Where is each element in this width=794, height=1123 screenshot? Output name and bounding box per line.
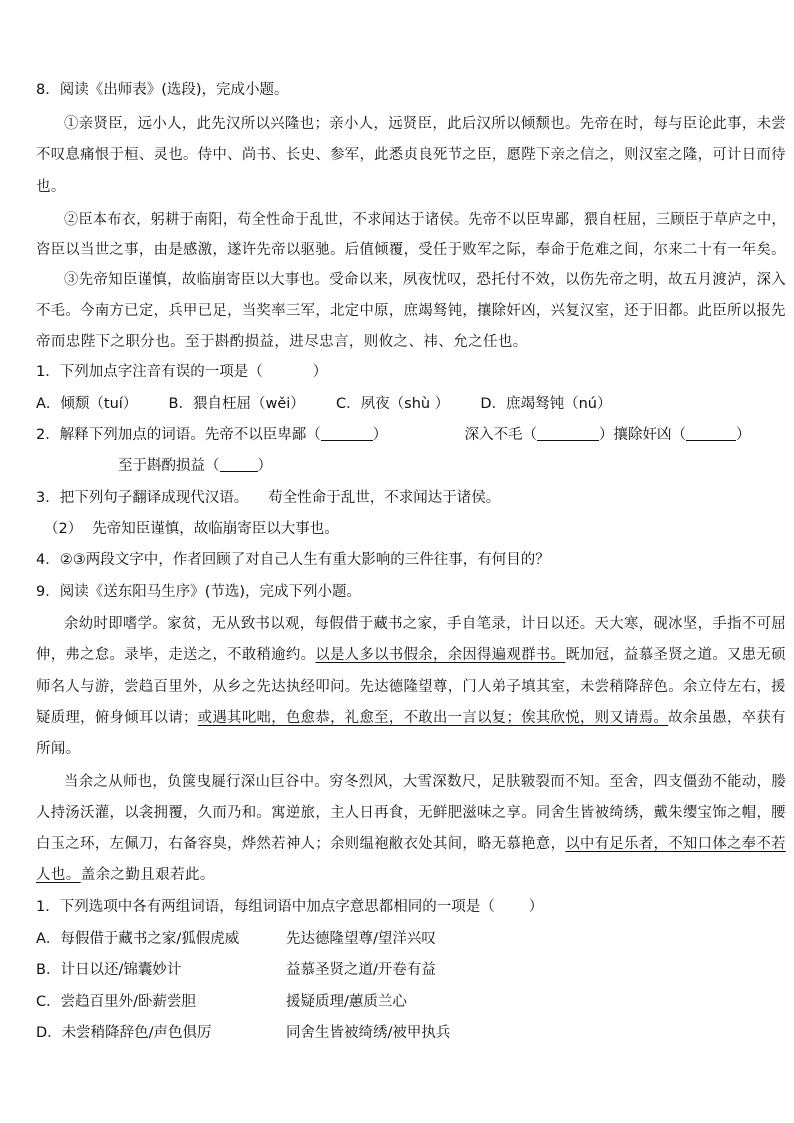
close-paren: ） — [372, 427, 388, 443]
close-paren: ） — [257, 458, 272, 474]
q9-q1-stem — [36, 897, 543, 917]
text-span: 伸，弗之怠。录毕，走送之，不敢稍逾约。 — [36, 647, 316, 663]
q9-q1-option-b-left: B．计日以还/锦囊妙计 — [36, 962, 182, 978]
q8-q2-line2 — [118, 456, 272, 476]
text-span: 既加冠，益慕圣贤之道。又患无硕 — [565, 647, 786, 663]
q9-p1-line2 — [36, 645, 786, 665]
q8-p1-line3: 也。 — [36, 179, 66, 195]
q9-q1-option-a-right: 先达德隆望尊/望洋兴叹 — [286, 931, 436, 947]
q8-q1-stem-close: ） — [312, 364, 328, 380]
q8-q3-line2 — [44, 519, 339, 539]
q9-p1-line1: 余幼时即嗜学。家贫，无从致书以观，每假借于藏书之家，手自笔录，计日以还。天大寒，砚冰坚，手指不可屈 — [64, 616, 787, 632]
answer-blank[interactable] — [686, 426, 736, 441]
close-paren: ） — [735, 427, 751, 443]
q8-q3-sentence1: 苟全性命于乱世，不求闻达于诸侯。 — [268, 490, 501, 506]
option-b: B．猥自枉屈（wěi） — [168, 396, 305, 412]
q8-q3-sentence2: 先帝知臣谨慎，故临崩寄臣以大事也。 — [92, 521, 339, 537]
q9-q1-option-a-left: A．每假借于藏书之家/狐假虎威 — [36, 931, 240, 947]
q8-q3-line1 — [36, 488, 500, 508]
answer-blank[interactable] — [537, 426, 599, 441]
text-span: 故余虽愚，卒获有 — [668, 710, 786, 726]
underlined-sentence: 以是人多以书假余，余因得遍观群书。 — [315, 647, 566, 663]
option-a: A．倾颓（tuí） — [36, 396, 138, 412]
q9-p1-line5: 所闻。 — [36, 741, 81, 757]
q9-p1-line4 — [36, 708, 786, 728]
q9-p2-line1: 当余之从师也，负箧曳屣行深山巨谷中。穷冬烈风，大雪深数尺，足肤皲裂而不知。至舍，四支僵劲不能动，媵 — [64, 774, 787, 790]
q9-p2-line3 — [36, 834, 786, 854]
q9-q1-option-d-right: 同舍生皆被绮绣/被甲执兵 — [286, 1025, 451, 1041]
q9-p2-line4 — [36, 865, 215, 885]
q9-q1-stem-close: ） — [528, 899, 544, 915]
q8-q1-stem-text: 1．下列加点字注音有误的一项是（ — [36, 364, 263, 380]
answer-blank[interactable] — [220, 457, 258, 472]
q8-p3-line1: ③先帝知臣谨慎，故临崩寄臣以大事也。受命以来，夙夜忧叹，恐托付不效，以伤先帝之明，故五月渡泸，深入 — [64, 272, 787, 288]
q8-q2-term3: 攘除奸凶（ — [613, 427, 686, 443]
q8-q3-stem: 3．把下列句子翻译成现代汉语。 — [36, 490, 249, 506]
q8-q1-stem — [36, 362, 327, 382]
option-c: C．夙夜（shù ） — [336, 396, 450, 412]
q8-p2-line2: 咨臣以当世之事，由是感激，遂许先帝以驱驰。后值倾覆，受任于败军之际，奉命于危难之间，尔来二十有一年矣。 — [36, 242, 786, 258]
underlined-sentence: 以中有足乐者，不知口体之奉不若 — [565, 836, 786, 852]
q9-q1-stem-text: 1．下列选项中各有两组词语，每组词语中加点字意思都相同的一项是（ — [36, 899, 495, 915]
q8-q2-line1 — [36, 425, 750, 445]
q9-p1-line3: 师名人与游，尝趋百里外，从乡之先达执经叩问。先达德隆望尊，门人弟子填其室，未尝稍降辞色。余立侍左右，援 — [36, 679, 786, 695]
q8-q2-stem: 2．解释下列加点的词语。先帝不以臣卑鄙（ — [36, 427, 321, 443]
q8-title: 8．阅读《出师表》(选段)，完成小题。 — [36, 82, 289, 98]
q8-p1-line2: 不叹息痛恨于桓、灵也。侍中、尚书、长史、参军，此悉贞良死节之臣，愿陛下亲之信之，则汉室之隆，可计日而待 — [36, 147, 786, 163]
q9-title: 9．阅读《送东阳马生序》(节选)，完成下列小题。 — [36, 584, 362, 600]
answer-blank[interactable] — [321, 426, 373, 441]
q8-p1-line1: ①亲贤臣，远小人，此先汉所以兴隆也；亲小人，远贤臣，此后汉所以倾颓也。先帝在时，每与臣论此事，未尝 — [64, 116, 787, 132]
q8-q3-num2: （2） — [44, 521, 83, 537]
q9-p2-line2: 人持汤沃灌，以衾拥覆，久而乃和。寓逆旅，主人日再食，无鲜肥滋味之享。同舍生皆被绮绣，戴朱缨宝饰之帽，腰 — [36, 805, 786, 821]
q9-q1-option-d-left: D．未尝稍降辞色/声色俱厉 — [36, 1025, 212, 1041]
q8-q2-term4: 至于斟酌损益（ — [118, 458, 220, 474]
underlined-sentence: 或遇其叱咄，色愈恭，礼愈至，不敢出一言以复；俟其欣悦，则又请焉。 — [197, 710, 669, 726]
q8-p3-line2: 不毛。今南方已定，兵甲已足，当奖率三军，北定中原，庶竭驽钝，攘除奸凶，兴复汉室，还于旧都。此臣所以报先 — [36, 303, 786, 319]
close-paren: ） — [598, 427, 614, 443]
q9-q1-option-b-right: 益慕圣贤之道/开卷有益 — [286, 962, 436, 978]
option-d: D．庶竭驽钝（nú） — [480, 396, 612, 412]
text-span: 疑质理，俯身倾耳以请； — [36, 710, 198, 726]
text-span: 白玉之环，左佩刀，右备容臭，烨然若神人；余则缊袍敝衣处其间，略无慕艳意， — [36, 836, 566, 852]
q8-p3-line3: 帝而忠陛下之职分也。至于斟酌损益，进尽忠言，则攸之、祎、允之任也。 — [36, 334, 528, 350]
q8-q4: 4．②③两段文字中，作者回顾了对自己人生有重大影响的三件往事，有何目的？ — [36, 552, 550, 568]
q8-q2-term2: 深入不毛（ — [464, 427, 537, 443]
text-span: 盖余之勤且艰若此。 — [80, 867, 215, 883]
q8-q1-options — [36, 394, 611, 414]
q8-p2-line1: ②臣本布衣，躬耕于南阳，苟全性命于乱世，不求闻达于诸侯。先帝不以臣卑鄙，猥自枉屈，三顾臣于草庐之中， — [64, 212, 786, 228]
q9-q1-option-c-right: 援疑质理/蕙质兰心 — [286, 994, 407, 1010]
underlined-sentence: 人也。 — [36, 867, 81, 883]
q9-q1-option-c-left: C．尝趋百里外/卧薪尝胆 — [36, 994, 197, 1010]
